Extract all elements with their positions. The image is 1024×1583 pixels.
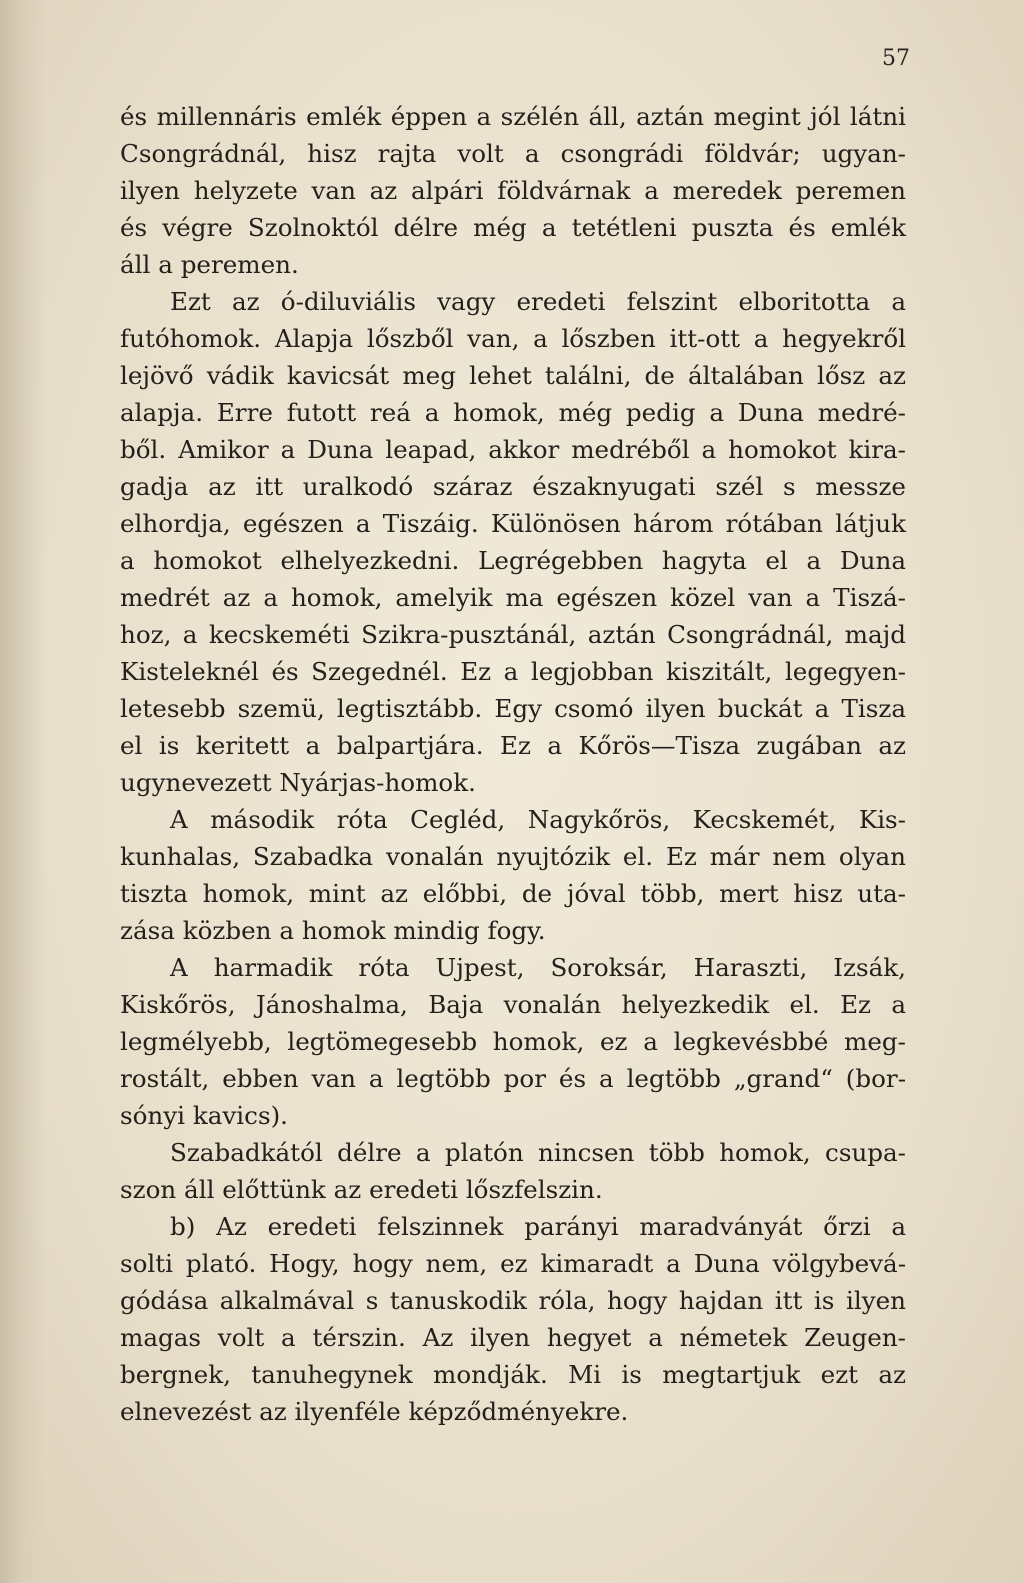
text-line: hoz, a kecskeméti Szikra-pusztánál, aztán Csongrádnál, majd (120, 620, 906, 649)
text-line: áll a peremen. (120, 250, 299, 279)
text-line: lejövő vádik kavicsát meg lehet találni, de általában lősz az (120, 361, 906, 390)
text-line: bergnek, tanuhegynek mondják. Mi is megtartjuk ezt az (120, 1360, 906, 1389)
text-line: solti plató. Hogy, hogy nem, ez kimaradt a Duna völgybevá- (120, 1249, 906, 1278)
text-line: ből. Amikor a Duna leapad, akkor medréből a homokot kira- (120, 435, 906, 464)
text-line: szon áll előttünk az eredeti lőszfelszin. (120, 1175, 603, 1204)
text-line: A harmadik róta Ujpest, Soroksár, Haraszti, Izsák, (170, 953, 906, 982)
text-line: elhordja, egészen a Tiszáig. Különösen három rótában látjuk (120, 509, 906, 538)
text-line: gadja az itt uralkodó száraz északnyugati szél s messze (120, 472, 906, 501)
binding-shadow (0, 0, 46, 1583)
text-line: elnevezést az ilyenféle képződményekre. (120, 1397, 629, 1426)
text-line: legmélyebb, legtömegesebb homok, ez a legkevésbbé meg- (120, 1027, 906, 1056)
text-line: alapja. Erre futott reá a homok, még pedig a Duna medré- (120, 398, 906, 427)
text-line: zása közben a homok mindig fogy. (120, 916, 546, 945)
text-line: letesebb szemü, legtisztább. Egy csomó ilyen buckát a Tisza (120, 694, 906, 723)
text-line: futóhomok. Alapja lőszből van, a lőszben itt-ott a hegyekről (120, 324, 906, 353)
text-line: és végre Szolnoktól délre még a tetétleni puszta és emlék (120, 213, 906, 242)
text-line: Csongrádnál, hisz rajta volt a csongrádi földvár; ugyan- (120, 139, 906, 168)
text-line: el is keritett a balpartjára. Ez a Kőrös—Tisza zugában az (120, 731, 906, 760)
text-line: A második róta Cegléd, Nagykőrös, Kecskemét, Kis- (170, 805, 906, 834)
text-line: a homokot elhelyezkedni. Legrégebben hagyta el a Duna (120, 546, 906, 575)
text-line: és millennáris emlék éppen a szélén áll, aztán megint jól látni (120, 102, 906, 131)
text-line: Kisteleknél és Szegednél. Ez a legjobban kiszitált, legegyen- (120, 657, 906, 686)
text-line: ugynevezett Nyárjas-homok. (120, 768, 476, 797)
text-line: Szabadkától délre a platón nincsen több homok, csupa- (170, 1138, 906, 1167)
text-line: sónyi kavics). (120, 1101, 288, 1130)
text-line: Kiskőrös, Jánoshalma, Baja vonalán helyezkedik el. Ez a (120, 990, 906, 1019)
text-line: medrét az a homok, amelyik ma egészen közel van a Tiszá- (120, 583, 906, 612)
body-text (120, 98, 906, 1430)
text-line: magas volt a térszin. Az ilyen hegyet a németek Zeugen- (120, 1323, 906, 1352)
text-line: rostált, ebben van a legtöbb por és a legtöbb „grand“ (bor- (120, 1064, 906, 1093)
text-line: Ezt az ó-diluviális vagy eredeti felszint elboritotta a (170, 287, 906, 316)
text-line: b) Az eredeti felszinnek parányi maradványát őrzi a (170, 1212, 906, 1241)
text-line: tiszta homok, mint az előbbi, de jóval több, mert hisz uta- (120, 879, 906, 908)
text-line: kunhalas, Szabadka vonalán nyujtózik el. Ez már nem olyan (120, 842, 906, 871)
page-number: 57 (882, 46, 910, 71)
text-line: ilyen helyzete van az alpári földvárnak a meredek peremen (120, 176, 906, 205)
text-line: gódása alkalmával s tanuskodik róla, hogy hajdan itt is ilyen (120, 1286, 906, 1315)
